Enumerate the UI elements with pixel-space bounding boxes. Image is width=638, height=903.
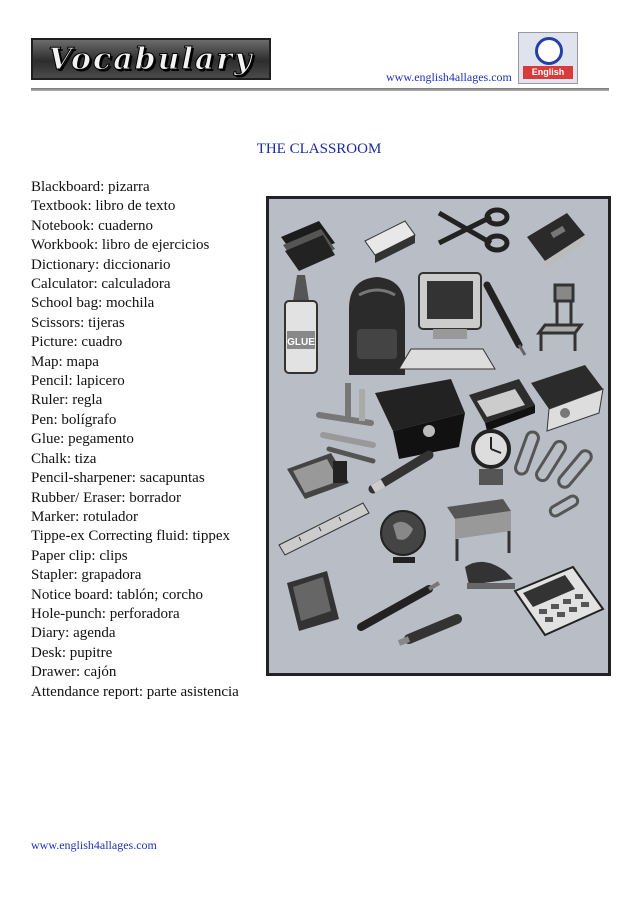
vocab-item: Textbook: libro de texto bbox=[31, 198, 176, 215]
vocabulary-list bbox=[31, 178, 239, 702]
vocab-item: Desk: pupitre bbox=[31, 644, 113, 661]
vocab-item: Stapler: grapadora bbox=[31, 567, 142, 584]
vocab-item: Pencil: lapicero bbox=[31, 373, 125, 390]
vocab-item: Map: mapa bbox=[31, 353, 99, 370]
vocab-item: Notice board: tablón; corcho bbox=[31, 586, 204, 603]
vocab-item: Hole-punch: perforadora bbox=[31, 605, 180, 622]
vocab-item: Calculator: calculadora bbox=[31, 276, 171, 293]
ruler-icon bbox=[279, 503, 369, 555]
scissors-icon bbox=[439, 210, 507, 250]
vocab-item: Paper clip: clips bbox=[31, 547, 128, 564]
diary-icon bbox=[287, 571, 339, 631]
glue-label: GLUE bbox=[287, 337, 315, 348]
vocab-item: Diary: agenda bbox=[31, 625, 116, 642]
school-bag-icon bbox=[349, 277, 405, 375]
eraser-icon bbox=[365, 221, 415, 263]
vocab-item: Ruler: regla bbox=[31, 392, 103, 409]
pencil-case-icon bbox=[469, 379, 535, 431]
banner-text: Vocabulary bbox=[48, 41, 254, 77]
vocab-item: Workbook: libro de ejercicios bbox=[31, 237, 210, 254]
header-url[interactable]: www.english4allages.com bbox=[386, 70, 512, 84]
marker-icon bbox=[361, 583, 439, 627]
classroom-objects-picture bbox=[266, 196, 611, 676]
chair-icon bbox=[539, 285, 581, 351]
correcting-fluid-icon bbox=[399, 619, 457, 643]
vocab-item: Dictionary: diccionario bbox=[31, 256, 171, 273]
stapler-icon bbox=[465, 562, 515, 589]
vocab-item: Picture: cuadro bbox=[31, 334, 123, 351]
vocab-item: Glue: pegamento bbox=[31, 431, 134, 448]
vocab-item: Tippe-ex Correcting fluid: tippex bbox=[31, 528, 230, 545]
vocabulary-banner bbox=[31, 38, 271, 80]
glue-icon bbox=[285, 275, 317, 373]
classroom-objects-illustration bbox=[269, 199, 608, 673]
vocab-item: Marker: rotulador bbox=[31, 508, 139, 525]
logo-label: English bbox=[523, 66, 573, 79]
vocab-item: Chalk: tiza bbox=[31, 450, 97, 467]
page-title: THE CLASSROOM bbox=[256, 141, 382, 157]
calculator-icon bbox=[515, 567, 603, 635]
recycle-bin-icon bbox=[375, 379, 465, 459]
pencil-icon bbox=[319, 383, 373, 461]
vocab-item: Pen: bolígrafo bbox=[31, 411, 117, 428]
notebook-icon bbox=[281, 221, 335, 271]
chalk-icon bbox=[373, 455, 429, 489]
paper-clip-icon bbox=[514, 430, 594, 518]
vocab-item: Scissors: tijeras bbox=[31, 314, 125, 331]
vocab-item: School bag: mochila bbox=[31, 295, 155, 312]
vocab-item: Blackboard: pizarra bbox=[31, 179, 150, 195]
vocab-item: Drawer: cajón bbox=[31, 664, 117, 681]
clock-icon bbox=[473, 431, 509, 485]
textbook-icon bbox=[527, 213, 585, 269]
pencil-sharpener-icon bbox=[287, 453, 349, 499]
logo-globe-icon bbox=[535, 37, 563, 65]
header-divider bbox=[31, 88, 609, 91]
computer-icon bbox=[399, 273, 495, 369]
footer-url[interactable]: www.english4allages.com bbox=[31, 838, 157, 852]
site-logo bbox=[518, 32, 578, 84]
printer-icon bbox=[531, 365, 603, 431]
vocab-item: Notebook: cuaderno bbox=[31, 217, 154, 234]
map-globe-icon bbox=[381, 511, 425, 563]
vocab-item: Rubber/ Eraser: borrador bbox=[31, 489, 181, 506]
pen-icon bbox=[487, 285, 525, 355]
desk-icon bbox=[447, 499, 511, 561]
vocab-item: Pencil-sharpener: sacapuntas bbox=[31, 470, 205, 487]
vocab-item: Attendance report: parte asistencia bbox=[31, 683, 239, 700]
